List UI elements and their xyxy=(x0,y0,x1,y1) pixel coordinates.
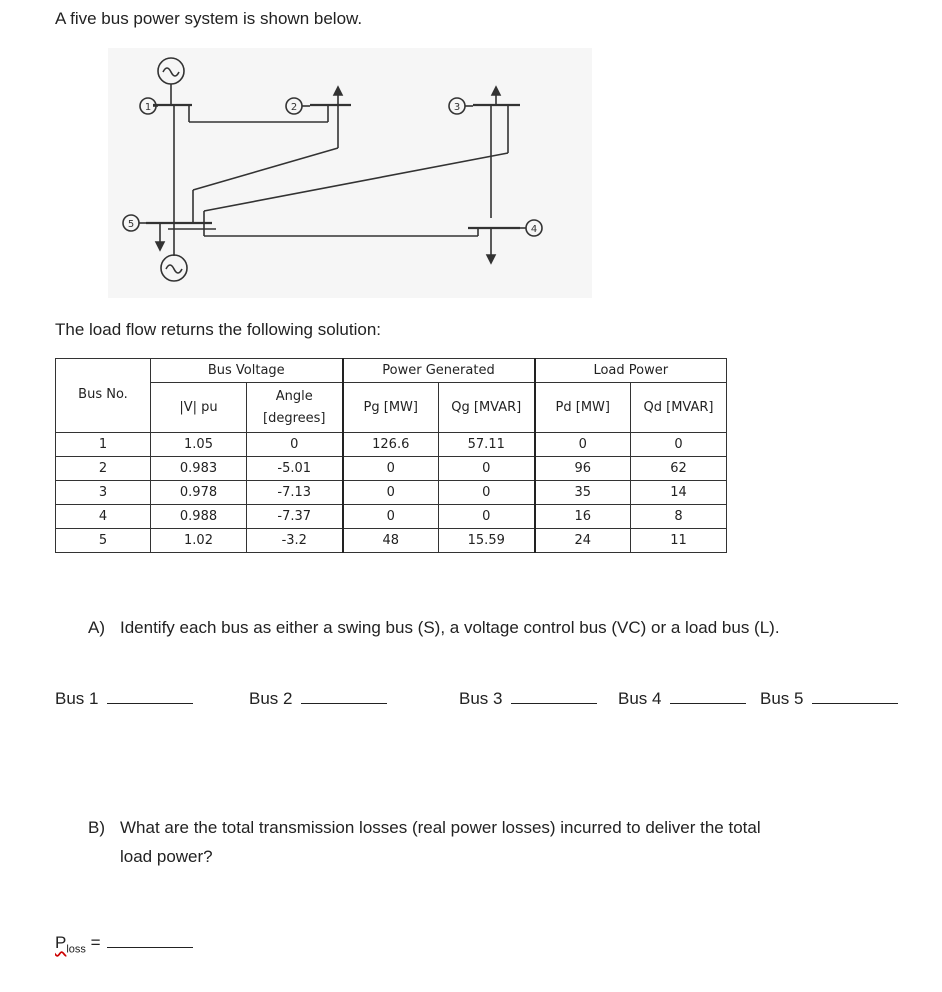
cell-bus: 1 xyxy=(56,433,151,457)
bus-3-label: 3 xyxy=(453,102,461,113)
ploss-symbol xyxy=(55,933,86,956)
table-row xyxy=(56,433,727,457)
cell-pd: 16 xyxy=(535,505,631,529)
cell-qd: 8 xyxy=(631,505,727,529)
cell-v: 0.983 xyxy=(151,457,247,481)
cell-qg: 57.11 xyxy=(439,433,535,457)
cell-pg: 48 xyxy=(343,529,439,553)
cell-v: 1.05 xyxy=(151,433,247,457)
cell-angle: -5.01 xyxy=(247,457,343,481)
cell-pg: 126.6 xyxy=(343,433,439,457)
cell-angle: -7.37 xyxy=(247,505,343,529)
angle-header-line1: Angle xyxy=(275,388,313,404)
v-header: |V| pu xyxy=(151,383,247,433)
bus-2-answer-blank[interactable] xyxy=(301,702,387,704)
bus-1-answer xyxy=(55,689,193,709)
ploss-p: P xyxy=(55,933,67,952)
table-intro: The load flow returns the following solution: xyxy=(55,320,382,339)
pd-header: Pd [MW] xyxy=(535,383,631,433)
cell-qg: 0 xyxy=(439,481,535,505)
cell-qg: 0 xyxy=(439,505,535,529)
table-row xyxy=(56,529,727,553)
cell-qg: 15.59 xyxy=(439,529,535,553)
five-bus-diagram xyxy=(108,48,592,298)
bus-2-label: 2 xyxy=(290,102,298,113)
question-a-letter: A) xyxy=(88,618,105,637)
bus-5-answer-label: Bus 5 xyxy=(760,689,804,708)
cell-qd: 0 xyxy=(631,433,727,457)
cell-qd: 62 xyxy=(631,457,727,481)
cell-v: 0.988 xyxy=(151,505,247,529)
bus-4-answer-label: Bus 4 xyxy=(618,689,662,708)
cell-pg: 0 xyxy=(343,505,439,529)
question-a-text: Identify each bus as either a swing bus (S), a voltage control bus (VC) or a load bus (L). xyxy=(120,618,780,637)
angle-header-line2: [degrees] xyxy=(263,410,326,426)
cell-bus: 4 xyxy=(56,505,151,529)
cell-pd: 96 xyxy=(535,457,631,481)
cell-bus: 5 xyxy=(56,529,151,553)
bus-4-label: 4 xyxy=(530,224,538,235)
table-row xyxy=(56,481,727,505)
bus-2-answer-label: Bus 2 xyxy=(249,689,293,708)
cell-pd: 0 xyxy=(535,433,631,457)
bus-3-answer-blank[interactable] xyxy=(511,702,597,704)
bus-4-answer-blank[interactable] xyxy=(670,702,746,704)
bus-1-answer-blank[interactable] xyxy=(107,702,193,704)
cell-bus: 3 xyxy=(56,481,151,505)
pg-header: Pg [MW] xyxy=(343,383,439,433)
cell-angle: -3.2 xyxy=(247,529,343,553)
cell-pg: 0 xyxy=(343,481,439,505)
bus-voltage-header: Bus Voltage xyxy=(151,359,343,383)
bus-3-answer xyxy=(459,689,597,709)
cell-v: 1.02 xyxy=(151,529,247,553)
ploss-answer-blank[interactable] xyxy=(107,946,193,948)
cell-qd: 14 xyxy=(631,481,727,505)
bus-5-label: 5 xyxy=(127,219,135,230)
table-row xyxy=(56,457,727,481)
cell-pg: 0 xyxy=(343,457,439,481)
angle-header xyxy=(247,383,343,433)
bus-1-label: 1 xyxy=(144,102,152,113)
bus-3-answer-label: Bus 3 xyxy=(459,689,503,708)
qg-header: Qg [MVAR] xyxy=(439,383,535,433)
load-power-header: Load Power xyxy=(535,359,727,383)
cell-v: 0.978 xyxy=(151,481,247,505)
load-flow-table xyxy=(55,358,727,553)
question-b-letter: B) xyxy=(88,818,105,837)
cell-pd: 24 xyxy=(535,529,631,553)
cell-pd: 35 xyxy=(535,481,631,505)
table-row xyxy=(56,505,727,529)
cell-angle: 0 xyxy=(247,433,343,457)
ploss-answer xyxy=(55,933,193,955)
bus-no-header: Bus No. xyxy=(56,359,151,433)
bus-2-answer xyxy=(249,689,387,709)
qd-header: Qd [MVAR] xyxy=(631,383,727,433)
bus-5-answer-blank[interactable] xyxy=(812,702,898,704)
cell-qd: 11 xyxy=(631,529,727,553)
bus-4-answer xyxy=(618,689,746,709)
power-generated-header: Power Generated xyxy=(343,359,535,383)
intro-text: A five bus power system is shown below. xyxy=(55,9,363,28)
question-b-line1: What are the total transmission losses (real power losses) incurred to deliver the total xyxy=(120,818,761,837)
cell-angle: -7.13 xyxy=(247,481,343,505)
question-b-line2: load power? xyxy=(120,847,213,866)
ploss-equals: = xyxy=(90,933,101,952)
cell-qg: 0 xyxy=(439,457,535,481)
bus-1-answer-label: Bus 1 xyxy=(55,689,99,708)
cell-bus: 2 xyxy=(56,457,151,481)
bus-5-answer xyxy=(760,689,898,709)
ploss-subscript: loss xyxy=(66,943,86,956)
